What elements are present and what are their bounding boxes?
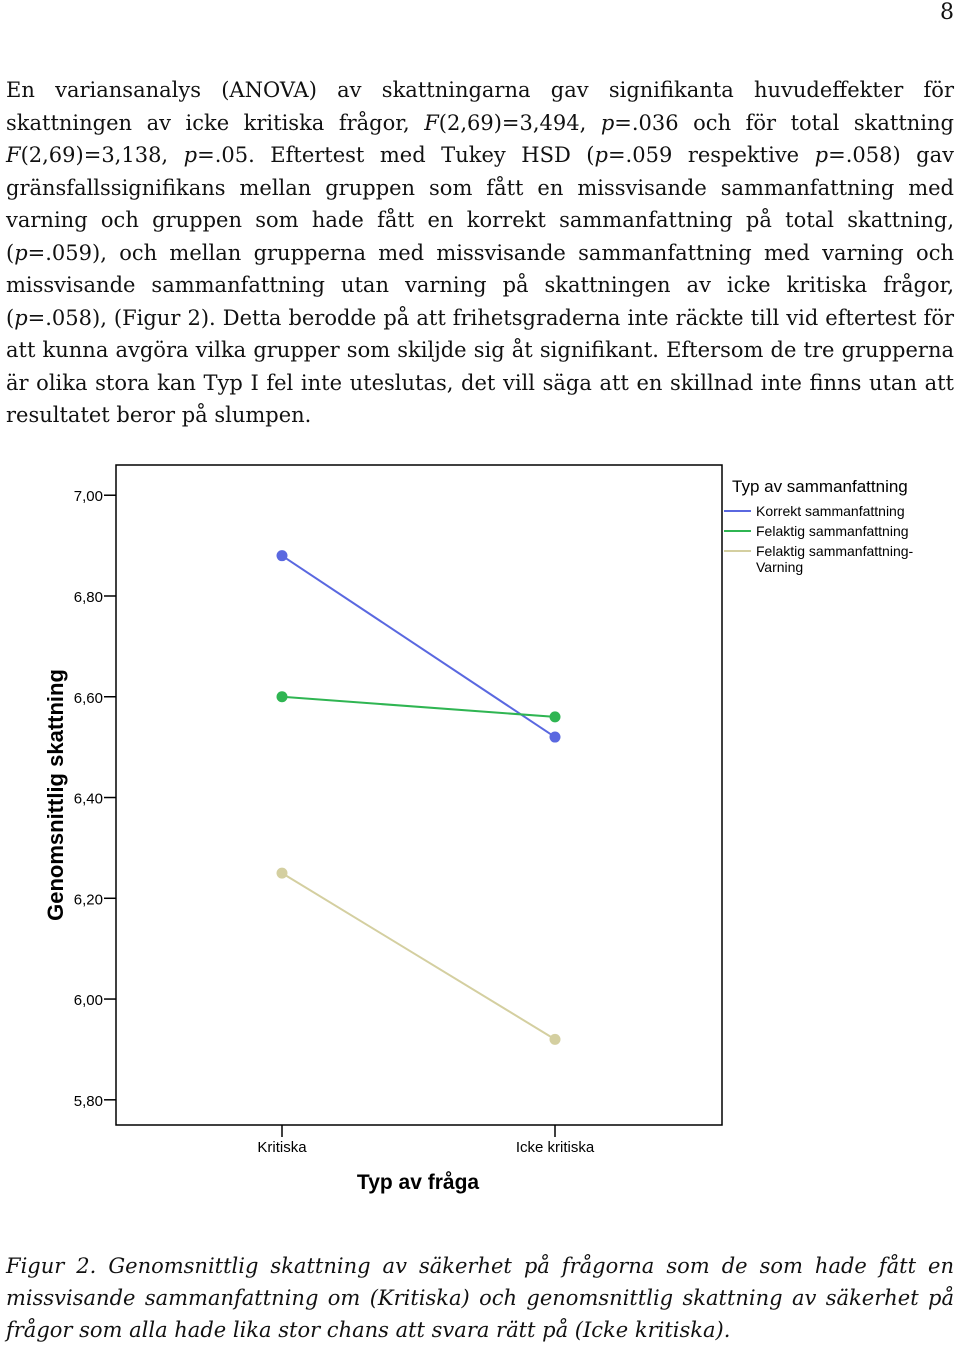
data-point <box>550 1034 561 1045</box>
text-run: =.058), (Figur 2). Detta berodde på att frihetsgraderna inte räckte till vid eftertest för att kunna avgöra vilka grupper som skiljde sig åt signifikant. Eftersom de tre grupperna är olika stora kan Typ I fel inte uteslutas, det vill säga att en skillnad inte finns utan att resultatet beror på slumpen. <box>6 305 954 427</box>
data-point <box>277 691 288 702</box>
text-run: (2,69)=3,138, <box>20 143 184 167</box>
stat-symbol: F <box>424 110 439 135</box>
stat-symbol: p <box>600 110 615 135</box>
y-tick-label: 7,00 <box>73 488 103 506</box>
stat-symbol: p <box>14 240 28 265</box>
y-tick-label: 6,80 <box>73 588 103 606</box>
text-run: =.036 och för total skattning <box>614 110 954 135</box>
x-axis <box>257 1125 594 1156</box>
y-tick-label: 6,40 <box>73 790 103 808</box>
series-line <box>282 873 555 1039</box>
text-run: =.059 respektive <box>607 143 815 167</box>
x-axis-title: Typ av fråga <box>356 1171 480 1194</box>
series-line <box>282 697 555 717</box>
figure-caption: Figur 2. Genomsnittlig skattning av säkerhet på frågorna som de som hade fått en missvisande sammanfattning om (Kritiska) och genomsnittlig skattning av säkerhet på frågor som alla hade lika stor chans att svara rätt på (Icke kritiska). <box>6 1254 954 1342</box>
x-tick-label: Kritiska <box>257 1139 307 1156</box>
text-run: =.05. Eftertest med Tukey HSD ( <box>197 143 595 167</box>
data-point <box>277 868 288 879</box>
y-axis <box>74 488 116 1110</box>
stat-symbol: p <box>183 143 198 167</box>
legend-label: Felaktig sammanfattning <box>756 523 909 539</box>
text-run: (2,69)=3,494, <box>438 110 601 135</box>
legend-label: Korrekt sammanfattning <box>756 503 905 519</box>
legend-label: Felaktig sammanfattning-Varning <box>756 543 914 575</box>
stat-symbol: p <box>14 305 28 330</box>
x-tick-label: Icke kritiska <box>515 1139 595 1156</box>
text-run: En variansanalys (ANOVA) av skattningarna gav signifikanta huvudeffekter för skattningen av icke kritiska frågor, <box>6 78 954 135</box>
page-number: 8 <box>940 0 954 25</box>
stat-symbol: p <box>814 143 829 167</box>
series-line <box>282 556 555 737</box>
stat-symbol: p <box>594 143 608 167</box>
data-point <box>277 550 288 561</box>
y-tick-label: 6,00 <box>73 992 103 1010</box>
plot-frame <box>116 465 722 1125</box>
text-run: =.059), och mellan grupperna med missvisande sammanfattning med varning och missvisande sammanfattning utan varning på skattningen av icke kritiska frågor, ( <box>6 240 954 330</box>
y-tick-label: 5,80 <box>73 1092 103 1110</box>
legend-title: Typ av sammanfattning <box>732 477 908 496</box>
legend <box>724 503 914 575</box>
y-tick-label: 6,20 <box>73 891 103 909</box>
text-run: =.058) gav gränsfallssignifikans mellan gruppen som fått en missvisande sammanfattning med varning och gruppen som hade fått en korrekt sammanfattning på total skattning, ( <box>6 143 954 265</box>
y-axis-title: Genomsnittlig skattning <box>43 669 68 921</box>
data-point <box>550 711 561 722</box>
data-point <box>550 732 561 743</box>
stat-symbol: F <box>6 143 21 167</box>
y-tick-label: 6,60 <box>73 689 103 707</box>
series-group <box>277 550 561 1045</box>
